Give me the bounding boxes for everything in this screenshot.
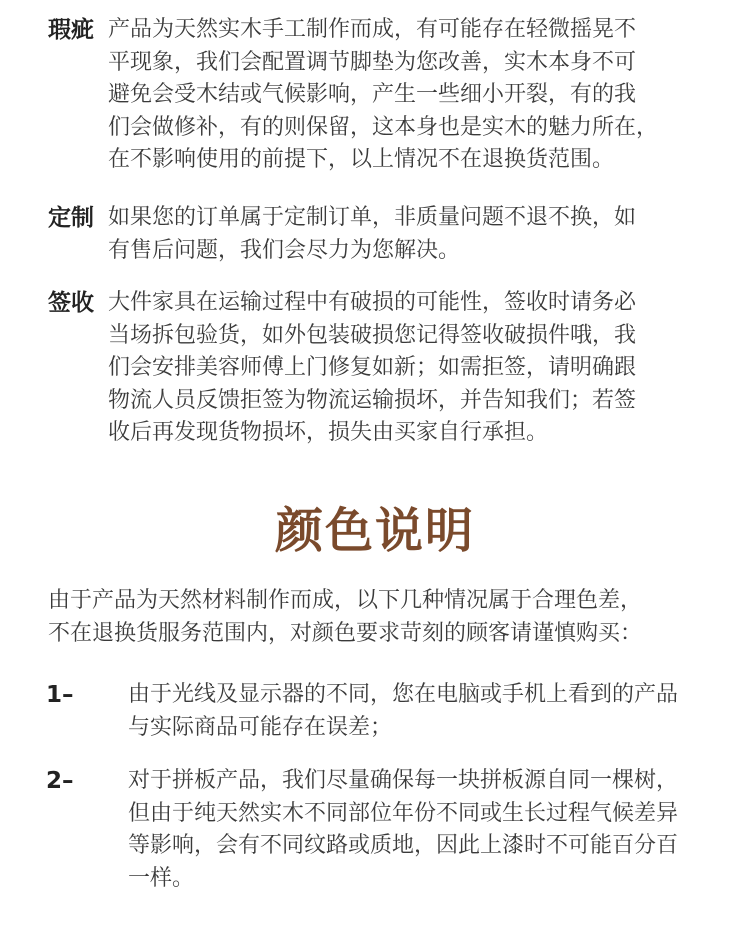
list-item-number: 1– — [46, 682, 74, 708]
section-text: 如果您的订单属于定制订单，非质量问题不退不换，如 有售后问题，我们会尽力为您解决。 — [108, 205, 637, 263]
section-defects — [48, 14, 658, 177]
color-section-intro: 由于产品为天然材料制作而成，以下几种情况属于合理色差， 不在退换货服务范围内，对颜色要求苛刻的顾客请谨慎购买： — [48, 588, 643, 646]
list-item-number: 2– — [46, 768, 74, 794]
section-label: 定制 — [48, 205, 94, 231]
section-custom — [48, 202, 636, 267]
list-item-text: 对于拼板产品，我们尽量确保每一块拼板源自同一棵树， 但由于纯天然实木不同部位年份不同或生长过程气候差异 等影响，会有不同纹路或质地，因此上漆时不可能百分百 一样。 — [128, 768, 679, 891]
section-text: 大件家具在运输过程中有破损的可能性，签收时请务必 当场拆包验货，如外包装破损您记得签收破损件哦，我 们会安排美容师傅上门修复如新；如需拒签，请明确跟 物流人员反馈拒签为物流运输损坏，并告知我们；若签 收后再发现货物损坏，损失由买家自行承担。 — [108, 290, 637, 445]
list-item-text: 由于光线及显示器的不同，您在电脑或手机上看到的产品 与实际商品可能存在误差； — [128, 682, 679, 740]
list-item — [46, 765, 678, 895]
section-text: 产品为天然实木手工制作而成，有可能存在轻微摇晃不 平现象，我们会配置调节脚垫为您改善，实木本身不可 避免会受木结或气候影响，产生一些细小开裂，有的我 们会做修补，有的则保留，这本身也是实木的魅力所在， 在不影响使用的前提下，以上情况不在退换货范围。 — [108, 17, 659, 172]
list-item — [46, 679, 678, 744]
section-label: 瑕疵 — [48, 17, 94, 43]
color-section-title: 颜色说明 — [274, 503, 475, 559]
section-delivery — [48, 287, 636, 450]
section-label: 签收 — [48, 290, 94, 316]
